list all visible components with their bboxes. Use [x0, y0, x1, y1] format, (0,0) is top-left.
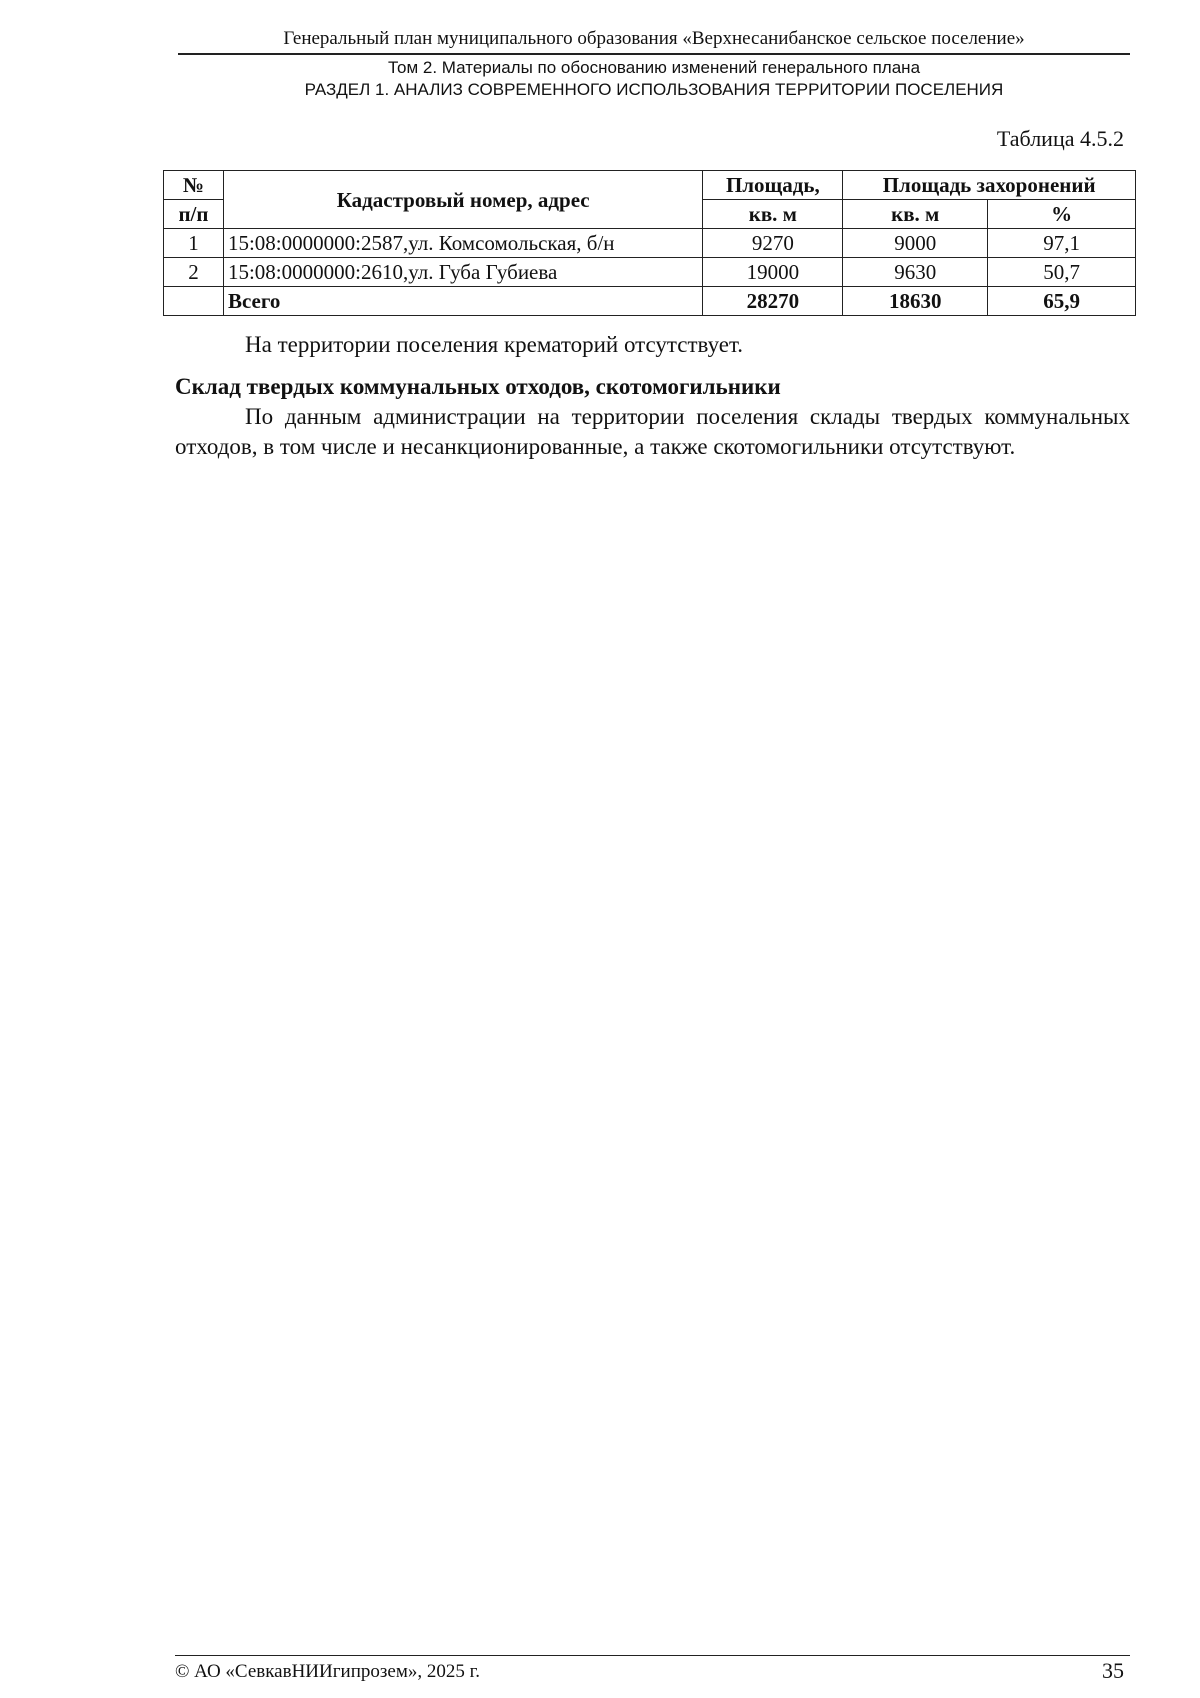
row-burial-pct: 50,7: [988, 258, 1136, 287]
header-num-symbol: №: [182, 173, 205, 197]
waste-paragraph: По данным администрации на территории поселения склады твердых коммунальных отходов, в том числе и несанкционированные, а также скотомогильники отсутствуют.: [175, 404, 1130, 459]
total-area: 28270: [703, 287, 843, 316]
running-header-volume: Том 2. Материалы по обоснованию изменений генерального плана: [387, 58, 921, 77]
running-header-section: РАЗДЕЛ 1. АНАЛИЗ СОВРЕМЕННОГО ИСПОЛЬЗОВАНИЯ ТЕРРИТОРИИ ПОСЕЛЕНИЯ: [304, 80, 1004, 99]
row-burial-sqm: 9000: [843, 229, 988, 258]
total-burial-pct: 65,9: [988, 287, 1136, 316]
row-area: 9270: [703, 229, 843, 258]
total-burial-sqm: 18630: [843, 287, 988, 316]
running-header-title: Генеральный план муниципального образования «Верхнесанибанское сельское поселение»: [283, 28, 1025, 49]
row-num: 1: [164, 229, 224, 258]
section-heading: Склад твердых коммунальных отходов, скотомогильники: [175, 374, 781, 399]
row-cadastral: 15:08:0000000:2587,ул. Комсомольская, б/н: [223, 229, 702, 258]
table-caption: Таблица 4.5.2: [996, 126, 1124, 151]
footer-copyright: © АО «СевкавНИИгипрозем», 2025 г.: [175, 1661, 480, 1682]
page-number: 35: [1102, 1658, 1124, 1683]
cemetery-table: [163, 170, 1136, 316]
row-burial-pct: 97,1: [988, 229, 1136, 258]
header-burial-pct: %: [988, 200, 1136, 229]
table-row: [164, 229, 1136, 258]
total-label: Всего: [223, 287, 702, 316]
total-num-empty: [164, 287, 224, 316]
header-rule: [178, 53, 1130, 55]
row-num: 2: [164, 258, 224, 287]
header-num-pp: п/п: [164, 200, 224, 229]
header-burial-area: Площадь захоронений: [843, 171, 1136, 200]
table-header-row: [164, 171, 1136, 200]
row-area: 19000: [703, 258, 843, 287]
header-burial-sqm: кв. м: [843, 200, 988, 229]
header-area-unit: кв. м: [703, 200, 843, 229]
row-cadastral: 15:08:0000000:2610,ул. Губа Губиева: [223, 258, 702, 287]
footer-rule: [175, 1655, 1130, 1656]
header-cadastral: Кадастровый номер, адрес: [223, 171, 702, 229]
header-num: [164, 171, 224, 200]
header-area: Площадь,: [703, 171, 843, 200]
table-total-row: [164, 287, 1136, 316]
table-row: [164, 258, 1136, 287]
row-burial-sqm: 9630: [843, 258, 988, 287]
crematorium-paragraph: На территории поселения крематорий отсутствует.: [245, 332, 744, 357]
